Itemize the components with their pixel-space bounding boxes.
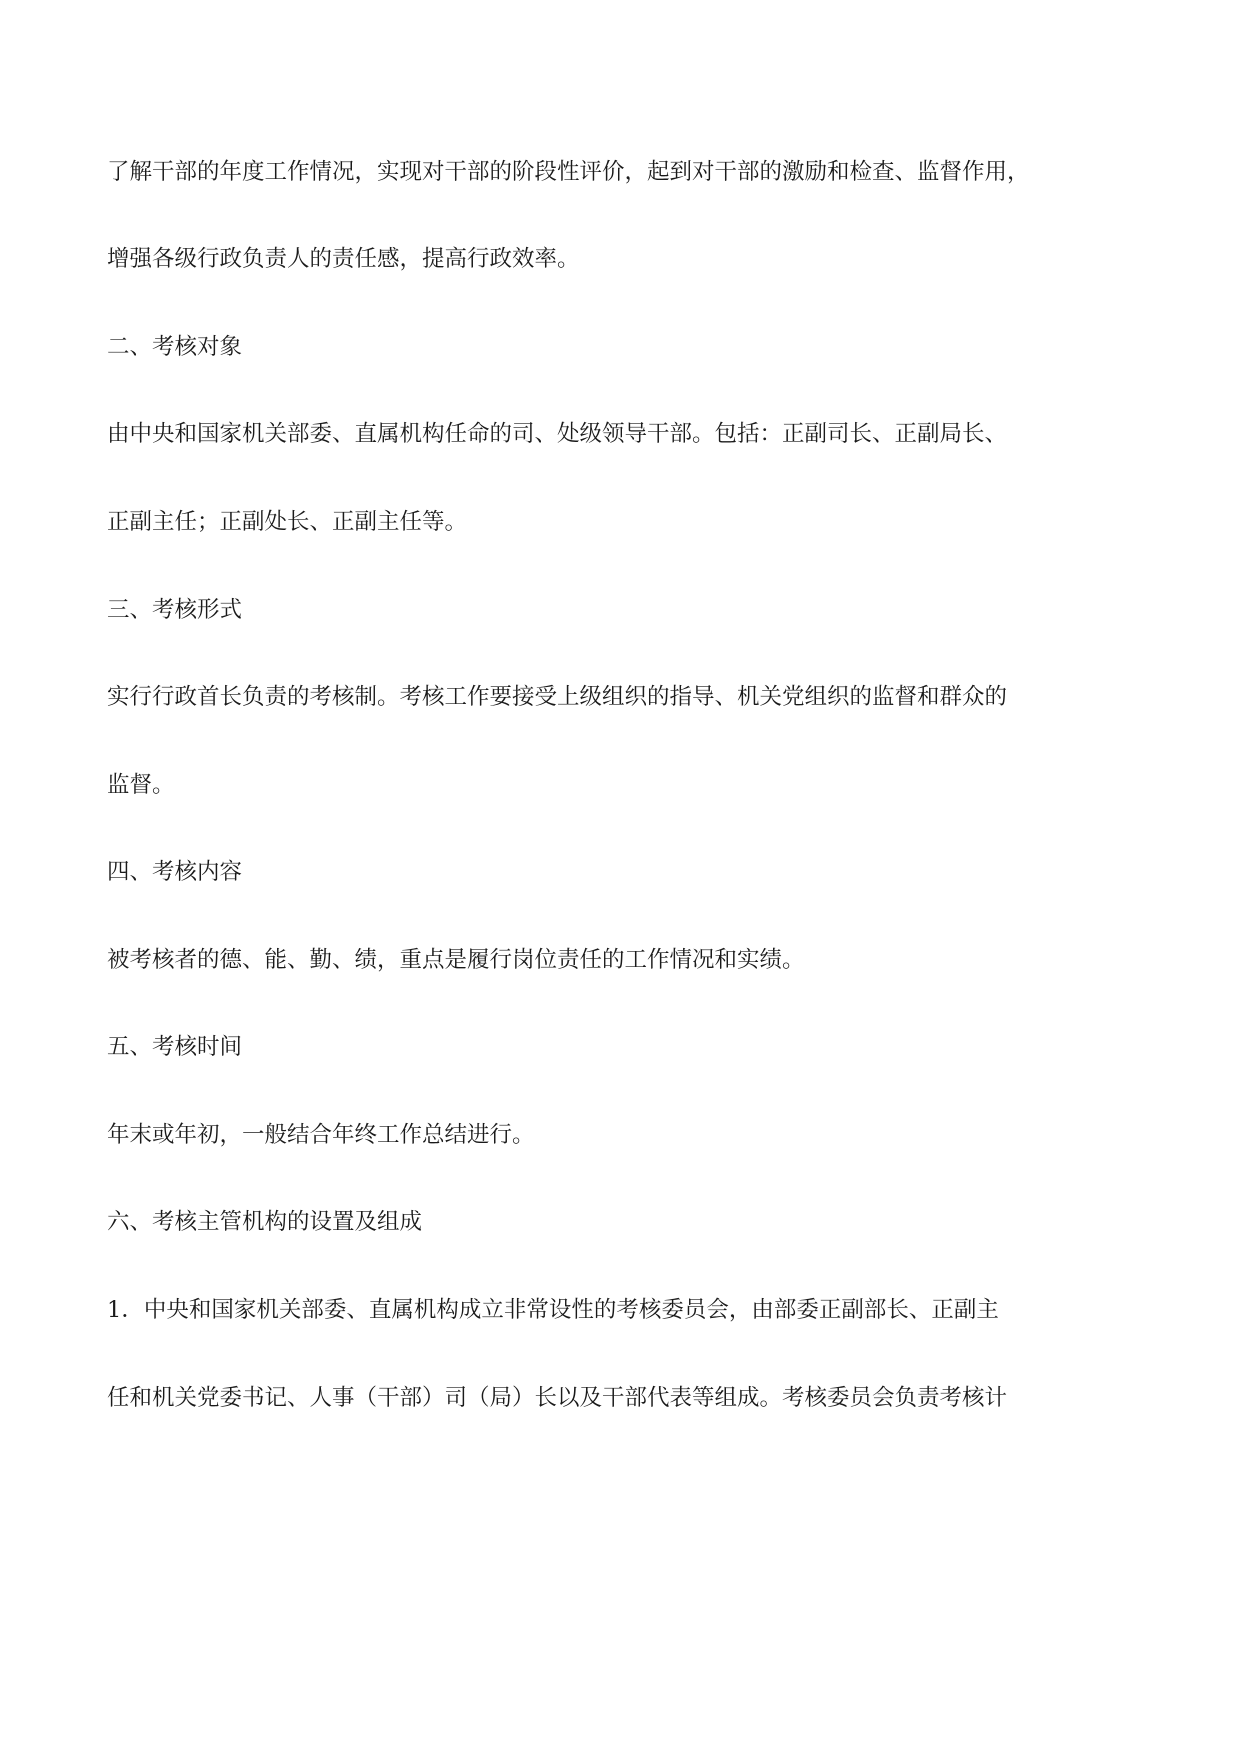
section-heading-5: 五、考核时间	[107, 1034, 243, 1060]
section-heading-4: 四、考核内容	[107, 859, 243, 885]
paragraph-line-10: 任和机关党委书记、人事（干部）司（局）长以及干部代表等组成。考核委员会负责考核计	[107, 1385, 1008, 1411]
section-heading-3: 三、考核形式	[107, 597, 243, 623]
paragraph-line-5: 实行行政首长负责的考核制。考核工作要接受上级组织的指导、机关党组织的监督和群众的	[107, 684, 1008, 710]
paragraph-line-8: 年末或年初，一般结合年终工作总结进行。	[107, 1122, 535, 1148]
paragraph-line-6: 监督。	[107, 772, 175, 798]
section-heading-6: 六、考核主管机构的设置及组成	[107, 1209, 423, 1235]
paragraph-line-3: 由中央和国家机关部委、直属机构任命的司、处级领导干部。包括：正副司长、正副局长、	[107, 421, 1008, 447]
paragraph-line-1: 了解干部的年度工作情况，实现对干部的阶段性评价，起到对干部的激励和检查、监督作用，	[107, 159, 1030, 185]
paragraph-line-9: 1．中央和国家机关部委、直属机构成立非常设性的考核委员会，由部委正副部长、正副主	[107, 1297, 999, 1323]
section-heading-2: 二、考核对象	[107, 334, 243, 360]
paragraph-line-4: 正副主任；正副处长、正副主任等。	[107, 509, 468, 535]
paragraph-line-7: 被考核者的德、能、勤、绩，重点是履行岗位责任的工作情况和实绩。	[107, 947, 805, 973]
paragraph-line-2: 增强各级行政负责人的责任感，提高行政效率。	[107, 246, 580, 272]
